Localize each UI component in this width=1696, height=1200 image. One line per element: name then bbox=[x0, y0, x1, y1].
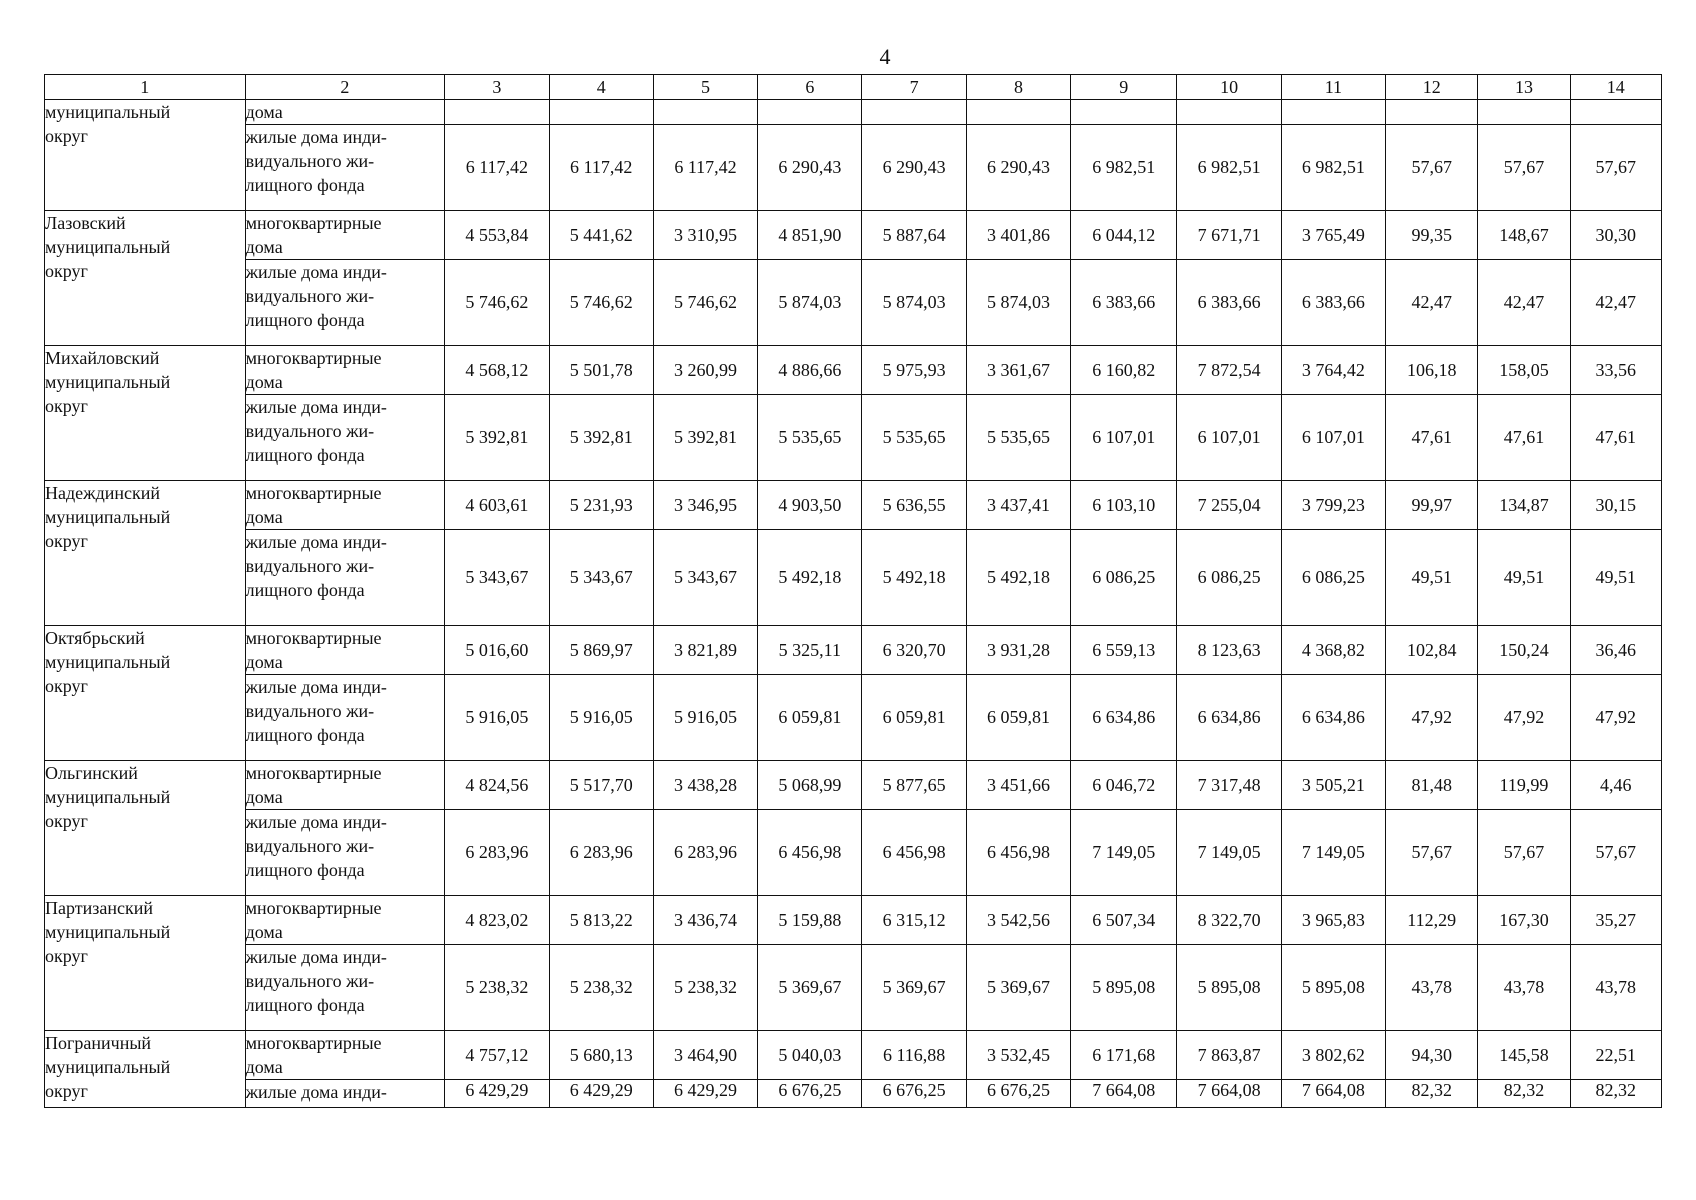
column-number: 1 bbox=[45, 75, 246, 100]
value-cell: 5 746,62 bbox=[445, 260, 549, 346]
value-cell: 6 429,29 bbox=[653, 1080, 757, 1108]
value-cell: 7 664,08 bbox=[1071, 1080, 1177, 1108]
value-cell: 6 290,43 bbox=[862, 125, 966, 211]
value-cell: 6 107,01 bbox=[1281, 395, 1385, 481]
value-cell: 3 931,28 bbox=[966, 626, 1070, 675]
value-cell: 99,35 bbox=[1386, 211, 1478, 260]
housing-type: жилые дома инди- видуального жи- лищного фонда bbox=[245, 395, 445, 481]
value-cell: 7 149,05 bbox=[1071, 810, 1177, 896]
value-cell: 6 676,25 bbox=[862, 1080, 966, 1108]
value-cell: 6 103,10 bbox=[1071, 481, 1177, 530]
value-cell: 3 542,56 bbox=[966, 896, 1070, 945]
column-number: 4 bbox=[549, 75, 653, 100]
value-cell: 3 802,62 bbox=[1281, 1031, 1385, 1080]
table-row bbox=[45, 530, 1662, 626]
value-cell: 30,15 bbox=[1570, 481, 1661, 530]
value-cell bbox=[549, 100, 653, 125]
value-cell: 5 343,67 bbox=[653, 530, 757, 626]
value-cell bbox=[1071, 100, 1177, 125]
value-cell: 49,51 bbox=[1570, 530, 1661, 626]
value-cell: 5 369,67 bbox=[966, 945, 1070, 1031]
value-cell: 6 171,68 bbox=[1071, 1031, 1177, 1080]
table-row bbox=[45, 896, 1662, 945]
value-cell: 49,51 bbox=[1478, 530, 1570, 626]
municipality-name: Надеждинский муниципальный округ bbox=[45, 481, 246, 626]
value-cell bbox=[966, 100, 1070, 125]
column-number: 5 bbox=[653, 75, 757, 100]
value-cell: 3 361,67 bbox=[966, 346, 1070, 395]
value-cell: 6 676,25 bbox=[758, 1080, 862, 1108]
value-cell bbox=[1478, 100, 1570, 125]
value-cell: 6 982,51 bbox=[1281, 125, 1385, 211]
value-cell: 6 059,81 bbox=[966, 675, 1070, 761]
value-cell: 6 290,43 bbox=[966, 125, 1070, 211]
value-cell: 7 149,05 bbox=[1281, 810, 1385, 896]
value-cell: 57,67 bbox=[1478, 125, 1570, 211]
table-row bbox=[45, 125, 1662, 211]
column-number: 6 bbox=[758, 75, 862, 100]
value-cell: 7 872,54 bbox=[1177, 346, 1281, 395]
value-cell: 6 320,70 bbox=[862, 626, 966, 675]
column-number: 11 bbox=[1281, 75, 1385, 100]
value-cell: 5 392,81 bbox=[445, 395, 549, 481]
column-number: 7 bbox=[862, 75, 966, 100]
value-cell: 82,32 bbox=[1478, 1080, 1570, 1108]
value-cell: 5 343,67 bbox=[445, 530, 549, 626]
value-cell: 5 441,62 bbox=[549, 211, 653, 260]
value-cell: 5 895,08 bbox=[1281, 945, 1385, 1031]
housing-type: многоквартирные дома bbox=[245, 1031, 445, 1080]
column-number: 9 bbox=[1071, 75, 1177, 100]
value-cell bbox=[862, 100, 966, 125]
value-cell: 81,48 bbox=[1386, 761, 1478, 810]
value-cell bbox=[1386, 100, 1478, 125]
value-cell: 4 886,66 bbox=[758, 346, 862, 395]
housing-type: жилые дома инди- видуального жи- лищного фонда bbox=[245, 530, 445, 626]
value-cell: 4 603,61 bbox=[445, 481, 549, 530]
value-cell: 3 505,21 bbox=[1281, 761, 1385, 810]
value-cell: 5 238,32 bbox=[445, 945, 549, 1031]
municipality-name: Лазовский муниципальный округ bbox=[45, 211, 246, 346]
value-cell: 5 916,05 bbox=[549, 675, 653, 761]
value-cell: 57,67 bbox=[1570, 810, 1661, 896]
municipality-name: муниципальный округ bbox=[45, 100, 246, 211]
value-cell: 5 040,03 bbox=[758, 1031, 862, 1080]
value-cell: 3 532,45 bbox=[966, 1031, 1070, 1080]
value-cell: 5 869,97 bbox=[549, 626, 653, 675]
value-cell: 3 799,23 bbox=[1281, 481, 1385, 530]
value-cell: 7 255,04 bbox=[1177, 481, 1281, 530]
value-cell: 6 046,72 bbox=[1071, 761, 1177, 810]
value-cell: 43,78 bbox=[1570, 945, 1661, 1031]
value-cell bbox=[445, 100, 549, 125]
value-cell: 43,78 bbox=[1478, 945, 1570, 1031]
value-cell: 5 680,13 bbox=[549, 1031, 653, 1080]
value-cell: 5 895,08 bbox=[1071, 945, 1177, 1031]
value-cell: 3 401,86 bbox=[966, 211, 1070, 260]
value-cell: 6 283,96 bbox=[445, 810, 549, 896]
value-cell: 5 916,05 bbox=[445, 675, 549, 761]
table-row bbox=[45, 211, 1662, 260]
value-cell: 3 451,66 bbox=[966, 761, 1070, 810]
value-cell: 94,30 bbox=[1386, 1031, 1478, 1080]
value-cell: 3 765,49 bbox=[1281, 211, 1385, 260]
value-cell: 5 877,65 bbox=[862, 761, 966, 810]
value-cell: 5 636,55 bbox=[862, 481, 966, 530]
column-number: 13 bbox=[1478, 75, 1570, 100]
value-cell: 6 117,42 bbox=[549, 125, 653, 211]
value-cell: 6 456,98 bbox=[966, 810, 1070, 896]
value-cell: 4 568,12 bbox=[445, 346, 549, 395]
value-cell: 57,67 bbox=[1478, 810, 1570, 896]
value-cell: 6 982,51 bbox=[1177, 125, 1281, 211]
value-cell: 6 160,82 bbox=[1071, 346, 1177, 395]
value-cell: 134,87 bbox=[1478, 481, 1570, 530]
value-cell: 5 369,67 bbox=[758, 945, 862, 1031]
value-cell: 6 456,98 bbox=[862, 810, 966, 896]
value-cell: 7 664,08 bbox=[1177, 1080, 1281, 1108]
value-cell: 4 553,84 bbox=[445, 211, 549, 260]
value-cell bbox=[1177, 100, 1281, 125]
value-cell: 3 464,90 bbox=[653, 1031, 757, 1080]
value-cell: 7 671,71 bbox=[1177, 211, 1281, 260]
value-cell: 106,18 bbox=[1386, 346, 1478, 395]
value-cell: 47,61 bbox=[1386, 395, 1478, 481]
housing-type: многоквартирные дома bbox=[245, 481, 445, 530]
value-cell: 4 757,12 bbox=[445, 1031, 549, 1080]
value-cell: 6 059,81 bbox=[758, 675, 862, 761]
value-cell: 47,92 bbox=[1570, 675, 1661, 761]
municipality-name: Пограничный муниципальный округ bbox=[45, 1031, 246, 1108]
value-cell: 5 392,81 bbox=[653, 395, 757, 481]
value-cell: 42,47 bbox=[1478, 260, 1570, 346]
value-cell: 5 535,65 bbox=[966, 395, 1070, 481]
value-cell: 5 231,93 bbox=[549, 481, 653, 530]
tariff-table bbox=[44, 74, 1662, 1108]
table-row bbox=[45, 1080, 1662, 1108]
value-cell: 82,32 bbox=[1386, 1080, 1478, 1108]
value-cell: 3 965,83 bbox=[1281, 896, 1385, 945]
value-cell: 6 086,25 bbox=[1177, 530, 1281, 626]
value-cell: 3 821,89 bbox=[653, 626, 757, 675]
value-cell: 148,67 bbox=[1478, 211, 1570, 260]
table-body bbox=[45, 100, 1662, 1108]
value-cell: 42,47 bbox=[1386, 260, 1478, 346]
housing-type: жилые дома инди- видуального жи- лищного фонда bbox=[245, 810, 445, 896]
housing-type: жилые дома инди- видуального жи- лищного фонда bbox=[245, 945, 445, 1031]
table-row bbox=[45, 260, 1662, 346]
value-cell: 6 634,86 bbox=[1071, 675, 1177, 761]
housing-type: многоквартирные дома bbox=[245, 346, 445, 395]
value-cell: 6 117,42 bbox=[445, 125, 549, 211]
value-cell: 5 016,60 bbox=[445, 626, 549, 675]
value-cell: 5 238,32 bbox=[549, 945, 653, 1031]
value-cell: 150,24 bbox=[1478, 626, 1570, 675]
value-cell: 4 368,82 bbox=[1281, 626, 1385, 675]
value-cell: 5 895,08 bbox=[1177, 945, 1281, 1031]
value-cell: 5 501,78 bbox=[549, 346, 653, 395]
value-cell: 82,32 bbox=[1570, 1080, 1661, 1108]
table-row bbox=[45, 675, 1662, 761]
value-cell: 4 823,02 bbox=[445, 896, 549, 945]
table-row bbox=[45, 100, 1662, 125]
value-cell: 5 392,81 bbox=[549, 395, 653, 481]
housing-type: многоквартирные дома bbox=[245, 761, 445, 810]
housing-type: жилые дома инди- видуального жи- лищного фонда bbox=[245, 675, 445, 761]
value-cell: 57,67 bbox=[1386, 125, 1478, 211]
value-cell: 5 916,05 bbox=[653, 675, 757, 761]
value-cell: 6 676,25 bbox=[966, 1080, 1070, 1108]
table-row bbox=[45, 395, 1662, 481]
value-cell: 158,05 bbox=[1478, 346, 1570, 395]
value-cell: 102,84 bbox=[1386, 626, 1478, 675]
value-cell: 4 851,90 bbox=[758, 211, 862, 260]
table-row bbox=[45, 481, 1662, 530]
value-cell bbox=[1570, 100, 1661, 125]
value-cell: 6 290,43 bbox=[758, 125, 862, 211]
value-cell bbox=[1281, 100, 1385, 125]
page-number: 4 bbox=[879, 44, 891, 69]
value-cell: 6 634,86 bbox=[1177, 675, 1281, 761]
value-cell: 5 492,18 bbox=[966, 530, 1070, 626]
value-cell: 5 874,03 bbox=[862, 260, 966, 346]
column-number: 8 bbox=[966, 75, 1070, 100]
value-cell: 6 086,25 bbox=[1281, 530, 1385, 626]
value-cell: 5 746,62 bbox=[549, 260, 653, 346]
value-cell: 6 982,51 bbox=[1071, 125, 1177, 211]
value-cell: 7 664,08 bbox=[1281, 1080, 1385, 1108]
value-cell: 6 383,66 bbox=[1281, 260, 1385, 346]
value-cell: 6 634,86 bbox=[1281, 675, 1385, 761]
value-cell: 5 517,70 bbox=[549, 761, 653, 810]
column-number: 14 bbox=[1570, 75, 1661, 100]
value-cell: 3 260,99 bbox=[653, 346, 757, 395]
value-cell: 57,67 bbox=[1386, 810, 1478, 896]
value-cell: 5 492,18 bbox=[758, 530, 862, 626]
value-cell: 6 116,88 bbox=[862, 1031, 966, 1080]
value-cell: 36,46 bbox=[1570, 626, 1661, 675]
value-cell: 3 437,41 bbox=[966, 481, 1070, 530]
table-row bbox=[45, 810, 1662, 896]
value-cell: 5 369,67 bbox=[862, 945, 966, 1031]
value-cell: 6 383,66 bbox=[1071, 260, 1177, 346]
column-number-row bbox=[45, 75, 1662, 100]
value-cell: 6 086,25 bbox=[1071, 530, 1177, 626]
value-cell: 4,46 bbox=[1570, 761, 1661, 810]
value-cell: 5 535,65 bbox=[758, 395, 862, 481]
housing-type: жилые дома инди- bbox=[245, 1080, 445, 1108]
value-cell: 5 746,62 bbox=[653, 260, 757, 346]
housing-type: многоквартирные дома bbox=[245, 211, 445, 260]
table-row bbox=[45, 945, 1662, 1031]
municipality-name: Михайловский муниципальный округ bbox=[45, 346, 246, 481]
value-cell: 3 438,28 bbox=[653, 761, 757, 810]
value-cell: 5 343,67 bbox=[549, 530, 653, 626]
value-cell: 8 322,70 bbox=[1177, 896, 1281, 945]
value-cell: 6 383,66 bbox=[1177, 260, 1281, 346]
value-cell: 3 346,95 bbox=[653, 481, 757, 530]
value-cell: 145,58 bbox=[1478, 1031, 1570, 1080]
value-cell: 6 117,42 bbox=[653, 125, 757, 211]
value-cell: 49,51 bbox=[1386, 530, 1478, 626]
municipality-name: Партизанский муниципальный округ bbox=[45, 896, 246, 1031]
value-cell: 6 315,12 bbox=[862, 896, 966, 945]
value-cell: 6 283,96 bbox=[653, 810, 757, 896]
value-cell: 3 764,42 bbox=[1281, 346, 1385, 395]
municipality-name: Октябрьский муниципальный округ bbox=[45, 626, 246, 761]
value-cell bbox=[758, 100, 862, 125]
value-cell: 5 975,93 bbox=[862, 346, 966, 395]
value-cell: 7 863,87 bbox=[1177, 1031, 1281, 1080]
value-cell: 57,67 bbox=[1570, 125, 1661, 211]
housing-type: многоквартирные дома bbox=[245, 626, 445, 675]
value-cell: 47,92 bbox=[1386, 675, 1478, 761]
value-cell: 6 456,98 bbox=[758, 810, 862, 896]
value-cell: 43,78 bbox=[1386, 945, 1478, 1031]
housing-type: жилые дома инди- видуального жи- лищного фонда bbox=[245, 125, 445, 211]
value-cell: 5 887,64 bbox=[862, 211, 966, 260]
value-cell: 4 824,56 bbox=[445, 761, 549, 810]
value-cell: 6 107,01 bbox=[1177, 395, 1281, 481]
value-cell: 7 149,05 bbox=[1177, 810, 1281, 896]
value-cell: 6 107,01 bbox=[1071, 395, 1177, 481]
value-cell: 119,99 bbox=[1478, 761, 1570, 810]
value-cell: 4 903,50 bbox=[758, 481, 862, 530]
value-cell: 5 813,22 bbox=[549, 896, 653, 945]
table-row bbox=[45, 761, 1662, 810]
value-cell: 47,92 bbox=[1478, 675, 1570, 761]
table-row bbox=[45, 346, 1662, 395]
table-row bbox=[45, 1031, 1662, 1080]
value-cell: 112,29 bbox=[1386, 896, 1478, 945]
value-cell: 5 874,03 bbox=[966, 260, 1070, 346]
value-cell: 5 535,65 bbox=[862, 395, 966, 481]
value-cell: 7 317,48 bbox=[1177, 761, 1281, 810]
value-cell: 42,47 bbox=[1570, 260, 1661, 346]
value-cell: 8 123,63 bbox=[1177, 626, 1281, 675]
column-number: 2 bbox=[245, 75, 445, 100]
value-cell: 5 068,99 bbox=[758, 761, 862, 810]
value-cell: 5 238,32 bbox=[653, 945, 757, 1031]
value-cell: 6 044,12 bbox=[1071, 211, 1177, 260]
value-cell: 35,27 bbox=[1570, 896, 1661, 945]
value-cell: 47,61 bbox=[1570, 395, 1661, 481]
value-cell: 30,30 bbox=[1570, 211, 1661, 260]
value-cell: 5 325,11 bbox=[758, 626, 862, 675]
value-cell: 5 874,03 bbox=[758, 260, 862, 346]
value-cell: 6 507,34 bbox=[1071, 896, 1177, 945]
municipality-name: Ольгинский муниципальный округ bbox=[45, 761, 246, 896]
value-cell: 3 436,74 bbox=[653, 896, 757, 945]
value-cell: 5 492,18 bbox=[862, 530, 966, 626]
housing-type: многоквартирные дома bbox=[245, 896, 445, 945]
column-number: 3 bbox=[445, 75, 549, 100]
table-row bbox=[45, 626, 1662, 675]
value-cell: 99,97 bbox=[1386, 481, 1478, 530]
column-number: 12 bbox=[1386, 75, 1478, 100]
value-cell bbox=[653, 100, 757, 125]
value-cell: 167,30 bbox=[1478, 896, 1570, 945]
column-number: 10 bbox=[1177, 75, 1281, 100]
value-cell: 6 559,13 bbox=[1071, 626, 1177, 675]
value-cell: 6 059,81 bbox=[862, 675, 966, 761]
value-cell: 5 159,88 bbox=[758, 896, 862, 945]
value-cell: 47,61 bbox=[1478, 395, 1570, 481]
value-cell: 33,56 bbox=[1570, 346, 1661, 395]
value-cell: 6 429,29 bbox=[549, 1080, 653, 1108]
housing-type: жилые дома инди- видуального жи- лищного фонда bbox=[245, 260, 445, 346]
value-cell: 6 429,29 bbox=[445, 1080, 549, 1108]
value-cell: 6 283,96 bbox=[549, 810, 653, 896]
value-cell: 22,51 bbox=[1570, 1031, 1661, 1080]
housing-type: дома bbox=[245, 100, 445, 125]
value-cell: 3 310,95 bbox=[653, 211, 757, 260]
